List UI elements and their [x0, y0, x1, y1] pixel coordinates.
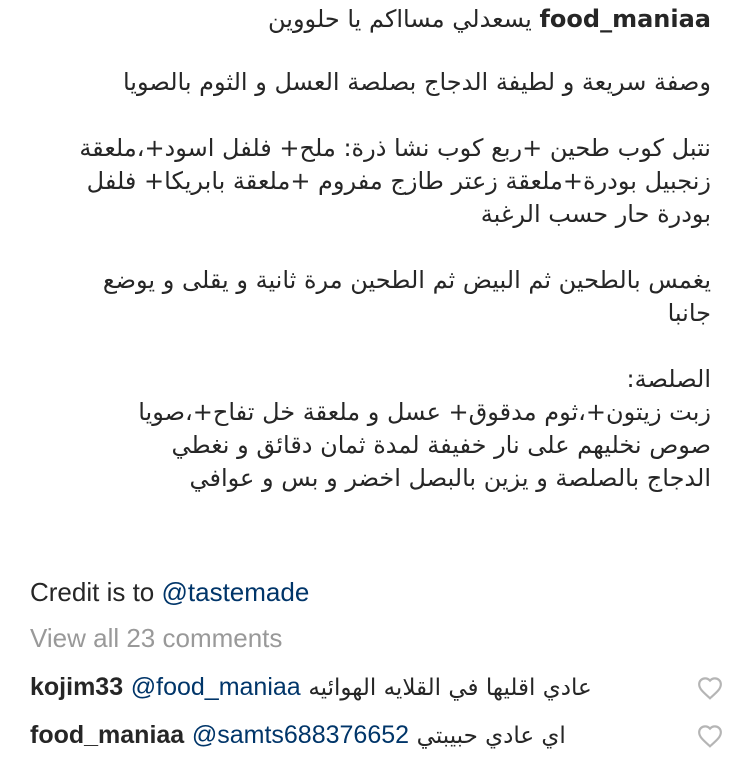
- credit-prefix: Credit is to: [30, 577, 162, 607]
- caption-line: جانبا: [667, 299, 711, 327]
- caption-spacer: [30, 33, 711, 66]
- caption-credit: [30, 574, 309, 610]
- caption-line: وصفة سريعة و لطيفة الدجاج بصلصة العسل و الثوم بالصويا: [122, 68, 711, 96]
- comment-author[interactable]: food_maniaa: [30, 721, 185, 749]
- caption-line: الصلصة:: [626, 365, 711, 393]
- comment-mention[interactable]: @samts688376652: [191, 721, 410, 749]
- caption-spacer: [30, 231, 711, 264]
- caption-greeting: يسعدلي مسااكم يا حلووين: [268, 5, 532, 33]
- heart-outline-icon[interactable]: [697, 724, 723, 748]
- comment-author[interactable]: kojim33: [30, 673, 124, 701]
- comment-row: [30, 669, 721, 705]
- caption-spacer: [30, 330, 711, 363]
- caption-line: صوص نخليهم على نار خفيفة لمدة ثمان دقائق و نغطي: [171, 431, 711, 459]
- heart-outline-icon[interactable]: [697, 676, 723, 700]
- post-author[interactable]: food_maniaa: [539, 5, 711, 33]
- view-all-comments-link[interactable]: View all 23 comments: [30, 623, 283, 653]
- caption-line: الدجاج بالصلصة و يزين بالبصل اخضر و بس و عوافي: [189, 464, 711, 492]
- caption-line: زبت زيتون+،ثوم مدقوق+ عسل و ملعقة خل تفاح+،صويا: [138, 398, 711, 426]
- caption-line: نتبل كوب طحين +ربع كوب نشا ذرة: ملح+ فلفل اسود+،ملعقة: [79, 134, 711, 162]
- caption-first-line: [30, 3, 711, 36]
- comment-text: اي عادي حبيبتي: [416, 723, 566, 749]
- caption-spacer: [30, 99, 711, 132]
- credit-mention-link[interactable]: @tastemade: [161, 577, 310, 607]
- comment-mention[interactable]: @food_maniaa: [130, 673, 301, 701]
- caption-line: يغمس بالطحين ثم البيض ثم الطحين مرة ثانية و يقلى و يوضع: [102, 266, 711, 294]
- caption-line: زنجبيل بودرة+ملعقة زعتر طازج مفروم +ملعقة بابريكا+ فلفل: [86, 167, 711, 195]
- caption-line: بودرة حار حسب الرغبة: [480, 200, 711, 228]
- comment-row: [30, 717, 721, 753]
- post-caption: [30, 0, 711, 495]
- comment-text: عادي اقليها في القلايه الهوائيه: [308, 675, 592, 701]
